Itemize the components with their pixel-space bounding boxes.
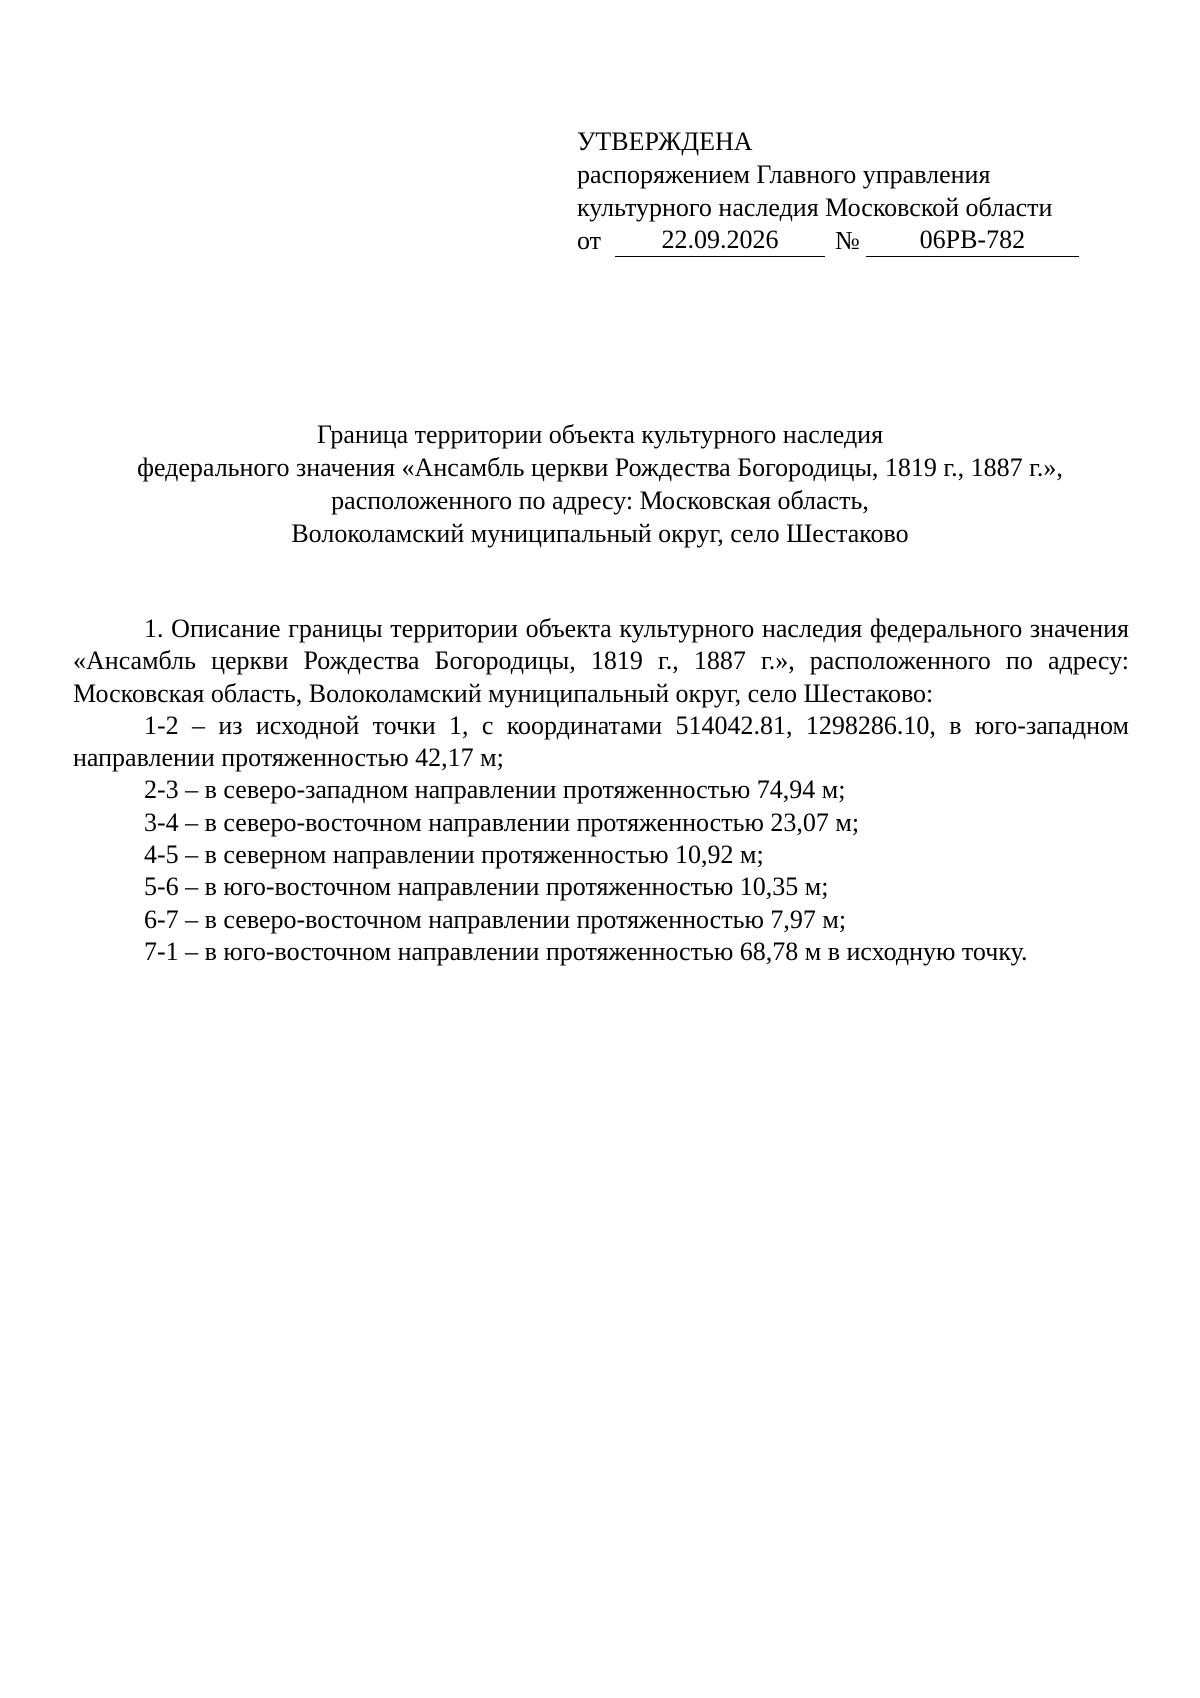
- approval-block: [577, 125, 1097, 257]
- document-body: [73, 613, 1129, 968]
- document-title: [72, 418, 1128, 550]
- approval-line-1: распоряжением Главного управления: [577, 160, 991, 189]
- approval-date: 22.09.2026: [615, 226, 825, 257]
- title-line-3: расположенного по адресу: Московская область,: [331, 486, 869, 515]
- segment-item: 2-3 – в северо-западном направлении протяженностью 74,94 м;: [144, 775, 846, 805]
- segment-item: 6-7 – в северо-восточном направлении протяженностью 7,97 м;: [144, 904, 847, 934]
- approval-line-2: культурного наследия Московской области: [577, 193, 1053, 222]
- intro-paragraph: 1. Описание границы территории объекта культурного наследия федерального значения «Ансамбль церкви Рождества Богородицы, 1819 г., 1887 г.», расположенного по адресу: Московская область, Волоколамский муниципальный округ, село Шестаково:: [73, 614, 1129, 708]
- approval-date-line: [577, 224, 1097, 257]
- number-sign: №: [835, 226, 860, 255]
- date-prefix: от: [577, 226, 602, 255]
- segment-item: 4-5 – в северном направлении протяженностью 10,92 м;: [144, 840, 764, 870]
- approval-number: 06РВ-782: [866, 226, 1079, 257]
- title-line-1: Граница территории объекта культурного наследия: [316, 420, 884, 449]
- title-line-4: Волоколамский муниципальный округ, село Шестаково: [291, 519, 909, 548]
- segment-item: 1-2 – из исходной точки 1, с координатами 514042.81, 1298286.10, в юго-западном направлении протяженностью 42,17 м;: [73, 710, 1129, 773]
- title-line-2: федерального значения «Ансамбль церкви Рождества Богородицы, 1819 г., 1887 г.»,: [137, 453, 1063, 482]
- segment-item: 3-4 – в северо-восточном направлении протяженностью 23,07 м;: [144, 807, 860, 837]
- segment-item: 5-6 – в юго-восточном направлении протяженностью 10,35 м;: [144, 872, 829, 902]
- segment-item: 7-1 – в юго-восточном направлении протяженностью 68,78 м в исходную точку.: [144, 936, 1028, 966]
- approval-heading: УТВЕРЖДЕНА: [577, 127, 753, 156]
